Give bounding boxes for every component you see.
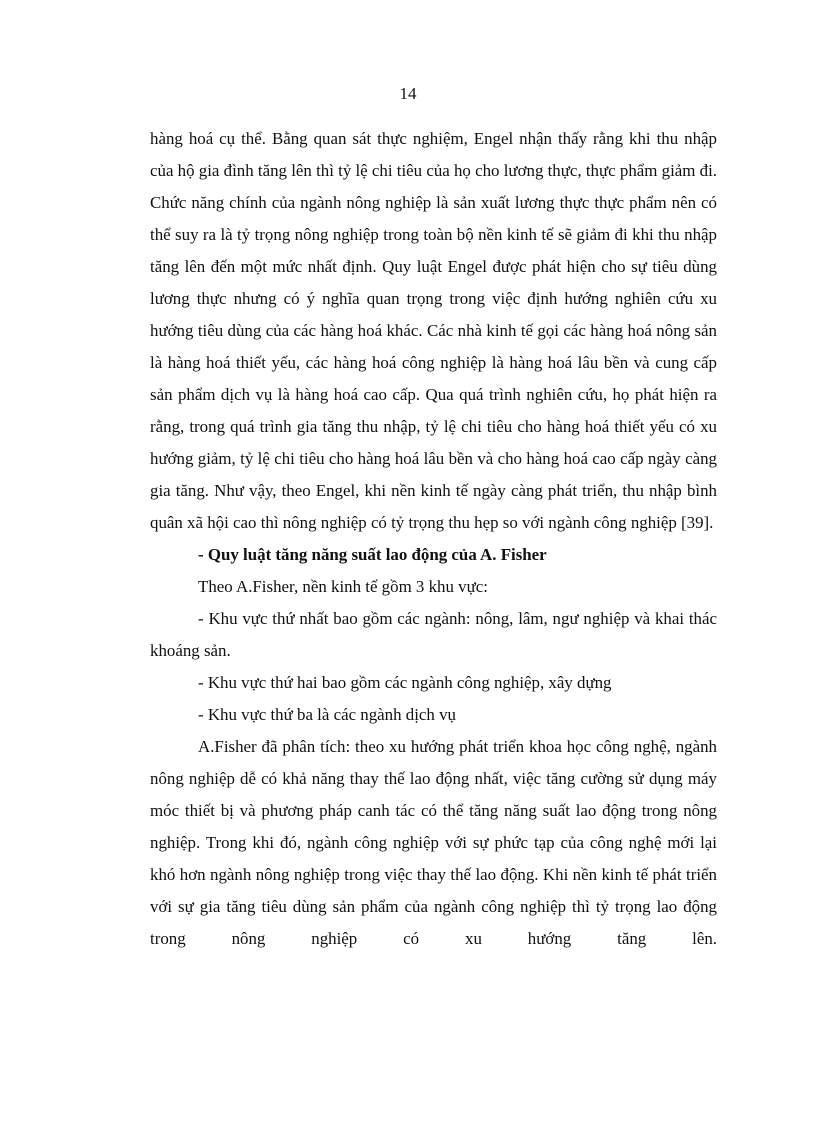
list-item-sector-two: - Khu vực thứ hai bao gồm các ngành công nghiệp, xây dựng (198, 673, 612, 692)
list-item-sector-three: - Khu vực thứ ba là các ngành dịch vụ (198, 705, 456, 724)
paragraph-engel: hàng hoá cụ thể. Bằng quan sát thực nghiệm, Engel nhận thấy rằng khi thu nhập của hộ gia đình tăng lên thì tỷ lệ chi tiêu của họ cho lương thực, thực phẩm giảm đi. Chức năng chính của ngành nông nghiệp là sản xuất lương thực thực phẩm nên có thể suy ra là tỷ trọng nông nghiệp trong toàn bộ nền kinh tế sẽ giảm đi khi thu nhập tăng lên đến một mức nhất định. Quy luật Engel được phát hiện cho sự tiêu dùng lương thực nhưng có ý nghĩa quan trọng trong việc định hướng nghiên cứu xu hướng tiêu dùng của các hàng hoá khác. Các nhà kinh tế gọi các hàng hoá nông sản là hàng hoá thiết yếu, các hàng hoá công nghiệp là hàng hoá lâu bền và cung cấp sản phẩm dịch vụ là hàng hoá cao cấp. Qua quá trình nghiên cứu, họ phát hiện ra rằng, trong quá trình gia tăng thu nhập, tỷ lệ chi tiêu cho hàng hoá thiết yếu có xu hướng giảm, tỷ lệ chi tiêu cho hàng hoá lâu bền và cho hàng hoá cao cấp ngày càng gia tăng. Như vậy, theo Engel, khi nền kinh tế ngày càng phát triển, thu nhập bình quân xã hội cao thì nông nghiệp có tỷ trọng thu hẹp so với ngành công nghiệp [39]. (150, 129, 717, 532)
document-body (150, 123, 717, 955)
list-item-sector-one: - Khu vực thứ nhất bao gồm các ngành: nông, lâm, ngư nghiệp và khai thác khoáng sản. (150, 609, 717, 660)
section-heading-fisher: - Quy luật tăng năng suất lao động của A. Fisher (198, 545, 547, 564)
paragraph-fisher-intro: Theo A.Fisher, nền kinh tế gồm 3 khu vực: (198, 577, 488, 596)
paragraph-fisher-analysis: A.Fisher đã phân tích: theo xu hướng phát triển khoa học công nghệ, ngành nông nghiệp dễ có khả năng thay thế lao động nhất, việc tăng cường sử dụng máy móc thiết bị và phương pháp canh tác có thể tăng năng suất lao động trong nông nghiệp. Trong khi đó, ngành công nghiệp với sự phức tạp của công nghệ mới lại khó hơn ngành nông nghiệp trong việc thay thế lao động. Khi nền kinh tế phát triển với sự gia tăng tiêu dùng sản phẩm của ngành công nghiệp thì tỷ trọng lao động trong nông nghiệp có xu hướng tăng lên. (150, 737, 717, 948)
page-number: 14 (399, 84, 417, 103)
